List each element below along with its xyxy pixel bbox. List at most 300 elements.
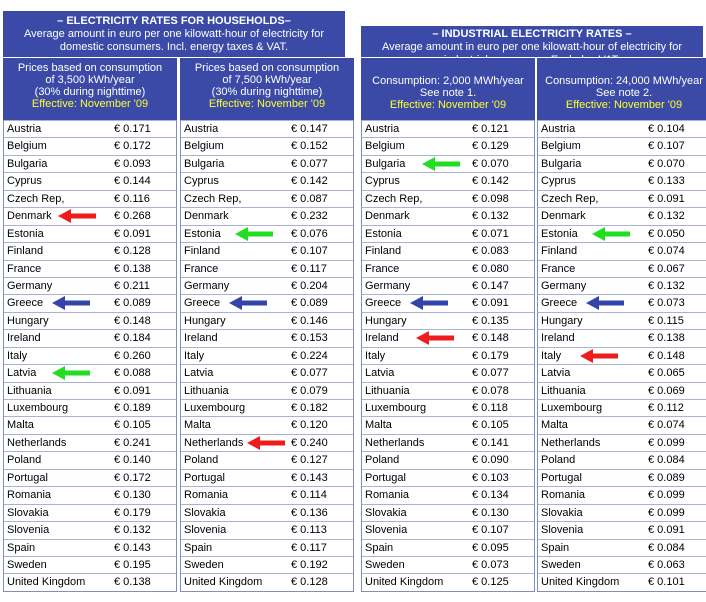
rate-value: € 0.147 (291, 123, 328, 135)
rate-value: € 0.073 (648, 297, 685, 310)
country-name: Italy (365, 349, 386, 362)
country-name: Austria (7, 123, 42, 135)
column-header (3, 58, 177, 120)
rate-value: € 0.179 (472, 349, 509, 362)
country-name: Slovenia (7, 524, 50, 537)
country-name: Cyprus (541, 175, 576, 188)
country-name: Latvia (541, 367, 571, 380)
rate-value: € 0.091 (648, 192, 685, 205)
green-arrow-icon (235, 227, 273, 241)
table-row (538, 155, 706, 172)
country-name: Greece (541, 297, 578, 310)
rate-value: € 0.138 (114, 262, 151, 275)
table-row (181, 155, 353, 172)
country-name: Malta (541, 419, 568, 432)
country-name: Slovenia (541, 524, 584, 537)
rate-value: € 0.134 (472, 489, 509, 502)
rate-value: € 0.077 (472, 367, 509, 380)
table-row (4, 137, 176, 154)
country-name: Latvia (184, 367, 214, 380)
table-row (4, 155, 176, 172)
table-row (362, 225, 534, 242)
rate-value: € 0.136 (291, 506, 328, 519)
rate-value: € 0.184 (114, 332, 151, 345)
table-row (4, 329, 176, 346)
rate-value: € 0.093 (114, 157, 151, 170)
rate-value: € 0.142 (291, 175, 328, 188)
country-name: Hungary (7, 314, 49, 327)
country-name: Netherlands (541, 436, 601, 449)
country-name: Poland (365, 454, 400, 467)
table-row (4, 382, 176, 399)
table-row (538, 504, 706, 521)
rate-value: € 0.079 (291, 384, 328, 397)
table-row (538, 556, 706, 573)
table-row (362, 504, 534, 521)
household-description-line-1: Average amount in euro per one kilowatt-hour of electricity for (23, 28, 324, 40)
column-header-line: (30% during nighttime) (211, 86, 323, 98)
country-name: Latvia (365, 367, 395, 380)
country-name: Bulgaria (184, 157, 225, 170)
country-name: Luxembourg (541, 402, 603, 414)
table-row (538, 260, 706, 277)
rate-value: € 0.114 (291, 489, 327, 502)
column-header (180, 58, 354, 120)
rate-value: € 0.172 (114, 471, 151, 484)
table-row (538, 451, 706, 468)
rate-value: € 0.050 (648, 227, 685, 240)
country-name: Austria (541, 123, 576, 135)
country-name: Malta (7, 419, 34, 432)
table-row (362, 486, 534, 503)
country-name: Sweden (184, 558, 224, 571)
table-row (181, 382, 353, 399)
table-row (4, 364, 176, 381)
table-row (181, 521, 353, 538)
rate-value: € 0.132 (648, 210, 685, 223)
table-row (362, 347, 534, 364)
country-name: Italy (7, 349, 28, 362)
column-header-line: Consumption: 2,000 MWh/year (372, 75, 524, 87)
column-header-line: of 7,500 kWh/year (222, 74, 312, 86)
rate-value: € 0.112 (648, 402, 684, 414)
table-row (181, 451, 353, 468)
blue-arrow-icon (52, 296, 90, 310)
country-name: France (365, 262, 400, 275)
table-row (4, 573, 176, 590)
rate-value: € 0.138 (114, 576, 151, 589)
rate-value: € 0.211 (114, 279, 150, 292)
country-name: Germany (7, 279, 53, 292)
rate-value: € 0.117 (291, 541, 327, 554)
rate-value: € 0.087 (291, 192, 328, 205)
country-name: Poland (541, 454, 576, 467)
table-row (181, 504, 353, 521)
country-name: United Kingdom (541, 576, 620, 589)
rate-value: € 0.240 (291, 436, 328, 449)
rates-table (361, 120, 535, 592)
country-name: Slovakia (7, 506, 49, 519)
rate-value: € 0.099 (648, 506, 685, 519)
table-row (362, 155, 534, 172)
country-name: Finland (184, 245, 221, 258)
country-name: Estonia (7, 227, 44, 240)
table-row (4, 556, 176, 573)
country-name: Ireland (184, 332, 218, 345)
table-row (362, 469, 534, 486)
column-header-line: Consumption: 24,000 MWh/year (545, 75, 703, 87)
rate-value: € 0.063 (648, 558, 685, 571)
rate-value: € 0.065 (648, 367, 685, 380)
rate-value: € 0.171 (114, 123, 151, 135)
rate-value: € 0.132 (472, 210, 509, 223)
country-name: Ireland (7, 332, 41, 345)
table-row (4, 207, 176, 224)
table-row (538, 399, 706, 416)
table-row (181, 434, 353, 451)
rate-value: € 0.232 (291, 210, 328, 223)
rate-value: € 0.147 (472, 279, 509, 292)
country-name: Spain (7, 541, 36, 554)
rates-table (3, 120, 177, 592)
country-name: Czech Rep, (184, 192, 242, 205)
country-name: Italy (184, 349, 205, 362)
rate-value: € 0.099 (648, 436, 685, 449)
table-row (181, 364, 353, 381)
rate-value: € 0.078 (472, 384, 509, 397)
rate-value: € 0.104 (648, 123, 685, 135)
country-name: Ireland (541, 332, 575, 345)
red-arrow-icon (247, 436, 285, 450)
rate-value: € 0.088 (114, 367, 151, 380)
country-name: Malta (184, 419, 211, 432)
table-row (4, 469, 176, 486)
country-name: Austria (365, 123, 400, 135)
country-name: Estonia (541, 227, 578, 240)
table-row (4, 521, 176, 538)
table-row (538, 207, 706, 224)
country-name: Finland (7, 245, 44, 258)
country-name: Slovenia (184, 524, 227, 537)
table-row (181, 120, 353, 137)
table-row (4, 172, 176, 189)
country-name: Spain (541, 541, 570, 554)
effective-date: Effective: November '09 (208, 98, 326, 110)
rate-value: € 0.070 (472, 157, 509, 170)
table-row (181, 573, 353, 590)
table-row (4, 451, 176, 468)
rate-value: € 0.107 (472, 524, 509, 537)
table-row (4, 416, 176, 433)
rate-value: € 0.129 (472, 140, 509, 153)
country-name: Lithuania (541, 384, 586, 397)
table-row (362, 399, 534, 416)
table-row (538, 539, 706, 556)
table-row (538, 416, 706, 433)
rate-value: € 0.105 (472, 419, 509, 432)
country-name: Denmark (365, 210, 410, 223)
industrial-header (361, 26, 703, 57)
table-row (181, 329, 353, 346)
table-row (4, 539, 176, 556)
table-row (538, 364, 706, 381)
table-row (538, 434, 706, 451)
table-row (181, 556, 353, 573)
table-row (4, 294, 176, 311)
table-row (362, 277, 534, 294)
column-header (537, 58, 706, 120)
table-row (4, 504, 176, 521)
country-name: Bulgaria (541, 157, 582, 170)
rates-table (180, 120, 354, 592)
household-header (3, 11, 345, 57)
rate-value: € 0.117 (291, 262, 327, 275)
rate-value: € 0.192 (291, 558, 328, 571)
country-name: Germany (541, 279, 587, 292)
table-row (4, 277, 176, 294)
country-name: Portugal (365, 471, 406, 484)
country-name: France (541, 262, 576, 275)
table-row (538, 382, 706, 399)
rate-value: € 0.148 (114, 314, 151, 327)
red-arrow-icon (58, 209, 96, 223)
table-row (4, 260, 176, 277)
column-header-line: See note 2. (595, 87, 653, 99)
country-name: Romania (541, 489, 586, 502)
rate-value: € 0.241 (114, 436, 151, 449)
table-row (362, 434, 534, 451)
country-name: Sweden (7, 558, 47, 571)
table-row (362, 416, 534, 433)
country-name: Lithuania (184, 384, 229, 397)
rate-value: € 0.144 (114, 175, 151, 188)
blue-arrow-icon (410, 296, 448, 310)
rate-value: € 0.074 (648, 245, 685, 258)
country-name: Netherlands (365, 436, 425, 449)
column-header-line: (30% during nighttime) (34, 86, 146, 98)
rate-value: € 0.084 (648, 454, 685, 467)
country-name: Belgium (365, 140, 405, 153)
rate-value: € 0.128 (114, 245, 151, 258)
table-row (4, 486, 176, 503)
table-row (181, 486, 353, 503)
table-row (181, 277, 353, 294)
table-row (538, 312, 706, 329)
rates-column-2 (180, 58, 354, 592)
table-row (181, 260, 353, 277)
country-name: Belgium (541, 140, 581, 153)
rate-value: € 0.069 (648, 384, 685, 397)
red-arrow-icon (580, 349, 618, 363)
country-name: Romania (365, 489, 410, 502)
table-row (362, 137, 534, 154)
table-row (362, 539, 534, 556)
rate-value: € 0.148 (648, 349, 685, 362)
table-row (181, 416, 353, 433)
country-name: Austria (184, 123, 219, 135)
rate-value: € 0.071 (472, 227, 509, 240)
country-name: France (7, 262, 42, 275)
rate-value: € 0.098 (472, 192, 509, 205)
table-row (362, 521, 534, 538)
rate-value: € 0.077 (291, 157, 328, 170)
country-name: Netherlands (7, 436, 67, 449)
rate-value: € 0.077 (291, 367, 328, 380)
rate-value: € 0.090 (472, 454, 509, 467)
table-row (181, 137, 353, 154)
rate-value: € 0.107 (648, 140, 685, 153)
column-header-line: of 3,500 kWh/year (45, 74, 135, 86)
rate-value: € 0.125 (472, 576, 509, 589)
rate-value: € 0.189 (114, 402, 151, 414)
table-row (362, 190, 534, 207)
rate-value: € 0.172 (114, 140, 151, 153)
country-name: Hungary (184, 314, 226, 327)
rate-value: € 0.099 (648, 489, 685, 502)
table-row (538, 347, 706, 364)
table-row (4, 399, 176, 416)
rate-value: € 0.224 (291, 349, 328, 362)
table-row (362, 207, 534, 224)
green-arrow-icon (422, 157, 460, 171)
effective-date: Effective: November '09 (31, 98, 149, 110)
table-row (181, 242, 353, 259)
table-row (538, 190, 706, 207)
rate-value: € 0.084 (648, 541, 685, 554)
rates-column-3 (361, 58, 535, 592)
table-row (538, 120, 706, 137)
table-row (362, 120, 534, 137)
country-name: Finland (541, 245, 578, 258)
table-row (538, 521, 706, 538)
country-name: Czech Rep, (541, 192, 599, 205)
country-name: France (184, 262, 219, 275)
rate-value: € 0.152 (291, 140, 328, 153)
country-name: Belgium (184, 140, 224, 153)
table-row (538, 486, 706, 503)
country-name: Portugal (184, 471, 225, 484)
rate-value: € 0.089 (291, 297, 328, 310)
rate-value: € 0.101 (648, 576, 685, 589)
rate-value: € 0.113 (291, 524, 327, 537)
rate-value: € 0.070 (648, 157, 685, 170)
country-name: Romania (184, 489, 229, 502)
table-row (362, 364, 534, 381)
rate-value: € 0.143 (114, 541, 151, 554)
country-name: Estonia (184, 227, 221, 240)
country-name: Germany (184, 279, 230, 292)
country-name: Slovakia (184, 506, 226, 519)
rate-value: € 0.132 (648, 279, 685, 292)
country-name: Cyprus (184, 175, 219, 188)
rate-value: € 0.153 (291, 332, 328, 345)
table-row (538, 573, 706, 590)
rate-value: € 0.080 (472, 262, 509, 275)
rate-value: € 0.091 (472, 297, 509, 310)
table-row (181, 172, 353, 189)
rate-value: € 0.268 (114, 210, 151, 223)
rate-value: € 0.260 (114, 349, 151, 362)
column-header-line: Prices based on consumption (17, 62, 163, 74)
rate-value: € 0.141 (472, 436, 509, 449)
country-name: Romania (7, 489, 52, 502)
effective-date: Effective: November '09 (565, 99, 683, 111)
rate-value: € 0.121 (472, 123, 509, 135)
rate-value: € 0.128 (291, 576, 328, 589)
country-name: Hungary (365, 314, 407, 327)
country-name: Latvia (7, 367, 37, 380)
table-row (362, 329, 534, 346)
table-row (362, 312, 534, 329)
country-name: Italy (541, 349, 562, 362)
rate-value: € 0.073 (472, 558, 509, 571)
country-name: Greece (365, 297, 402, 310)
country-name: Netherlands (184, 436, 244, 449)
table-row (4, 347, 176, 364)
rate-value: € 0.115 (648, 314, 684, 327)
country-name: Denmark (541, 210, 586, 223)
country-name: Ireland (365, 332, 399, 345)
industrial-description-line-1: Average amount in euro per one kilowatt-hour of electricity for (381, 41, 682, 53)
country-name: Finland (365, 245, 402, 258)
rate-value: € 0.132 (114, 524, 151, 537)
country-name: Spain (184, 541, 213, 554)
table-row (181, 190, 353, 207)
country-name: Germany (365, 279, 411, 292)
table-row (4, 225, 176, 242)
rate-value: € 0.091 (648, 524, 685, 537)
table-row (181, 539, 353, 556)
rate-value: € 0.105 (114, 419, 151, 432)
country-name: United Kingdom (184, 576, 263, 589)
country-name: Luxembourg (7, 402, 69, 414)
table-row (181, 207, 353, 224)
country-name: Luxembourg (365, 402, 427, 414)
country-name: Estonia (365, 227, 402, 240)
table-row (4, 312, 176, 329)
rate-value: € 0.091 (114, 227, 151, 240)
country-name: Malta (365, 419, 392, 432)
table-row (538, 242, 706, 259)
table-row (181, 225, 353, 242)
rate-value: € 0.146 (291, 314, 328, 327)
rate-value: € 0.095 (472, 541, 509, 554)
country-name: United Kingdom (7, 576, 86, 589)
rates-table (537, 120, 706, 592)
table-row (4, 120, 176, 137)
green-arrow-icon (52, 366, 90, 380)
table-row (362, 172, 534, 189)
rate-value: € 0.142 (472, 175, 509, 188)
country-name: Cyprus (365, 175, 400, 188)
rate-value: € 0.143 (291, 471, 328, 484)
rate-value: € 0.138 (648, 332, 685, 345)
column-header-line: Prices based on consumption (194, 62, 340, 74)
rate-value: € 0.204 (291, 279, 328, 292)
rate-value: € 0.130 (472, 506, 509, 519)
rate-value: € 0.103 (472, 471, 509, 484)
country-name: Poland (184, 454, 219, 467)
rate-value: € 0.133 (648, 175, 685, 188)
table-row (362, 242, 534, 259)
rate-value: € 0.091 (114, 384, 151, 397)
table-row (362, 260, 534, 277)
table-row (538, 294, 706, 311)
rate-value: € 0.067 (648, 262, 685, 275)
column-header-line: See note 1. (419, 87, 477, 99)
rate-value: € 0.182 (291, 402, 328, 414)
rate-value: € 0.179 (114, 506, 151, 519)
